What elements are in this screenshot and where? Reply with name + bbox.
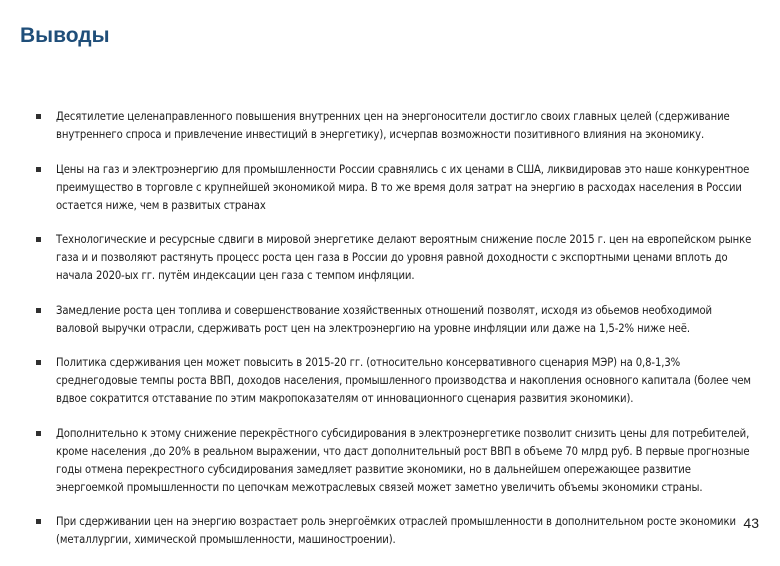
- list-item-text: Политика сдерживания цен может повысить в 2015-20 гг. (относительно консервативного сценария МЭР) на 0,8-1,3% среднегодовые темпы роста ВВП, доходов населения, промышленного производства и накопления основного капитала (более чем вдвое сократится отставание по этим макропоказателям от инновационного сценария развития экономики).: [56, 356, 751, 405]
- bullet-square-icon: [36, 308, 41, 313]
- bullet-square-icon: [36, 360, 41, 365]
- list-item-text: Дополнительно к этому снижение перекрёстного субсидирования в электроэнергетике позволит снизить цены для потребителей, кроме населения ,до 20% в реальном выражении, что даст дополнительный рост ВВП в объеме 70 млрд руб. В первые прогнозные годы отмена перекрестного субсидирования замедляет развитие экономики, но в дальнейшем опережающее развитие энергоемкой промышленности по цепочкам межотраслевых связей может заметно увеличить объемы экономики страны.: [56, 426, 750, 494]
- list-item: [36, 231, 756, 285]
- list-item-text: При сдерживании цен на энергию возрастает роль энергоёмких отраслей промышленности в дополнительном росте экономики (металлургии, химической промышленности, машиностроении).: [56, 515, 736, 546]
- list-item-text: Цены на газ и электроэнергию для промышленности России сравнялись с их ценами в США, ликвидировав это наше конкурентное преимущество в торговле с крупнейшей экономикой мира. В то же время доля затрат на энергию в расходах населения в России остается ниже, чем в развитых странах: [56, 162, 750, 212]
- list-item: [36, 302, 756, 338]
- page-number: 43: [743, 515, 759, 531]
- bullet-square-icon: [36, 167, 41, 172]
- list-item-text: Десятилетие целенаправленного повышения внутренних цен на энергоносители достигло своих главных целей (сдерживание внутреннего спроса и привлечение инвестиций в энергетику), исчерпав возможности позитивного влияния на экономику.: [56, 110, 730, 141]
- bullet-square-icon: [36, 114, 41, 119]
- list-item-text: Технологические и ресурсные сдвиги в мировой энергетике делают вероятным снижение после 2015 г. цен на европейском рынке газа и и позволяют растянуть процесс роста цен газа в России до уровня равной доходности с экспортными ценами вплоть до начала 2020-ых гг. путём индексации цен газа с темпом инфляции.: [56, 233, 752, 282]
- conclusions-list: [36, 108, 756, 566]
- list-item-text: Замедление роста цен топлива и совершенствование хозяйственных отношений позволят, исходя из обьемов необходимой валовой выручки отрасли, сдерживать рост цен на электроэнергию на уровне инфляции или даже на 1,5-2% ниже неё.: [56, 303, 712, 335]
- bullet-square-icon: [36, 519, 41, 524]
- bullet-square-icon: [36, 237, 41, 242]
- list-item: [36, 425, 756, 497]
- list-item: [36, 354, 756, 408]
- list-item: [36, 161, 756, 215]
- list-item: [36, 513, 756, 549]
- bullet-square-icon: [36, 431, 41, 436]
- slide-title: Выводы: [20, 24, 110, 47]
- list-item: [36, 108, 756, 144]
